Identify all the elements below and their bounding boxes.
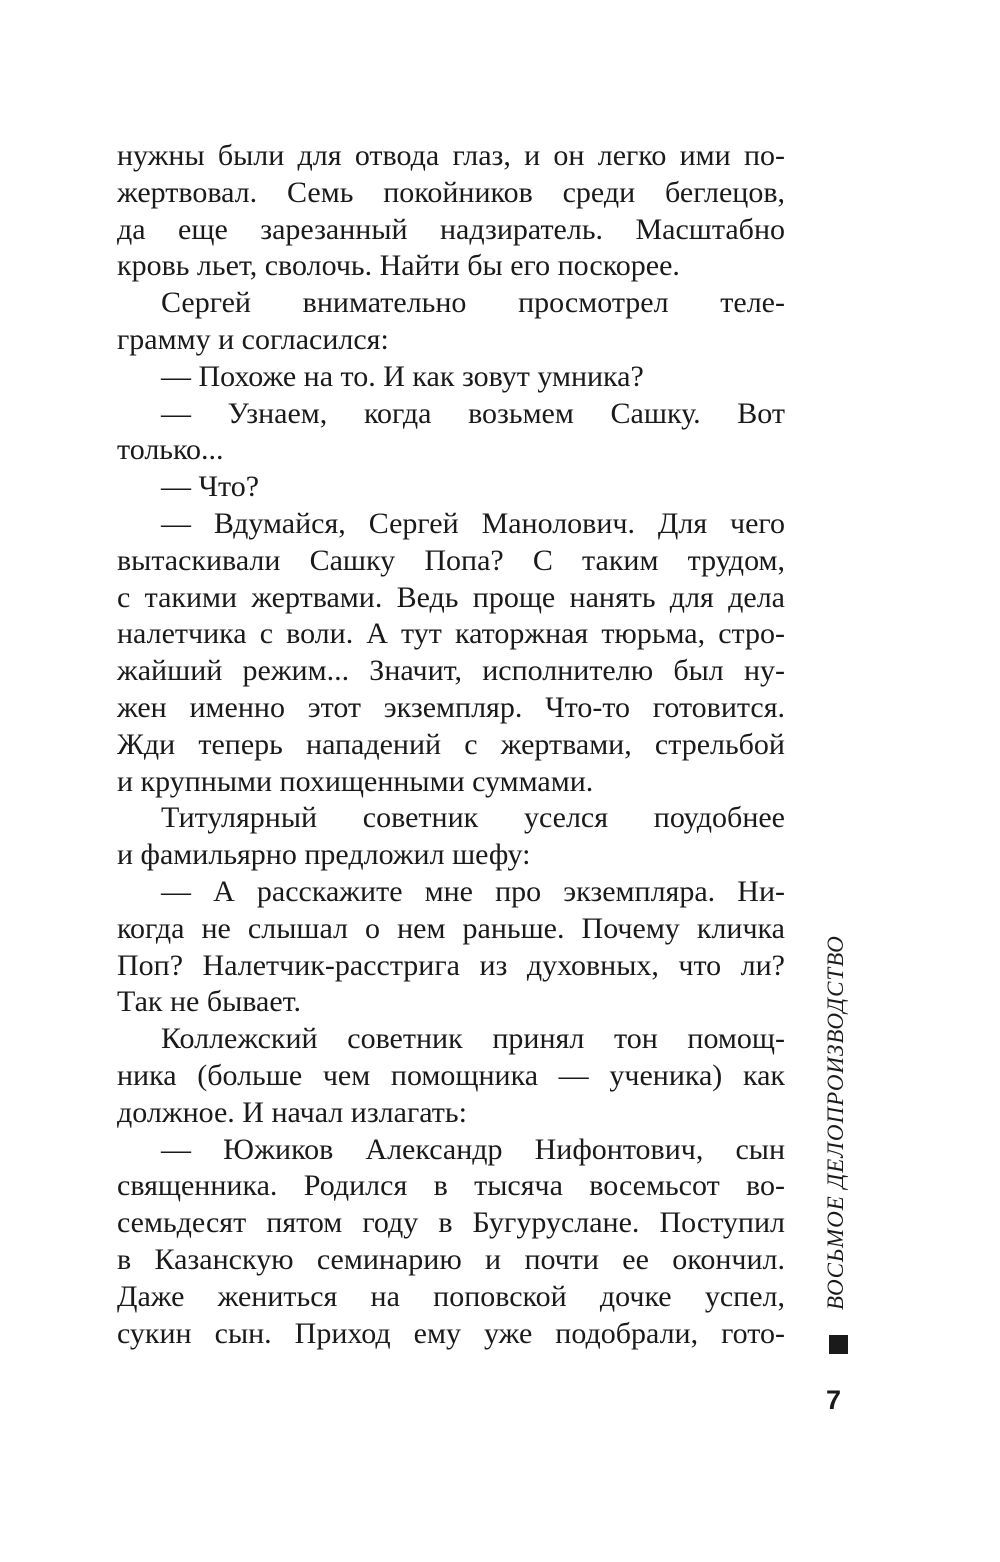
text-line: сукин сын. Приход ему уже подобрали, гото- <box>117 1316 785 1350</box>
text-line: налетчика с воли. А тут каторжная тюрьма, стро- <box>117 617 785 651</box>
text-line: Жди теперь нападений с жертвами, стрельбой <box>117 727 785 761</box>
text-line: с такими жертвами. Ведь проще нанять для дела <box>117 580 785 614</box>
text-line: — Вдумайся, Сергей Манолович. Для чего <box>161 506 785 540</box>
running-title: ВОСЬМОЕ ДЕЛОПРОИЗВОДСТВО <box>823 935 848 1310</box>
text-line: Поп? Налетчик-расстрига из духовных, что ли? <box>117 948 785 982</box>
text-line: Так не бывает. <box>117 985 302 1019</box>
text-line: семьдесят пятом году в Бугуруслане. Поступил <box>117 1206 785 1240</box>
page-number: 7 <box>826 1385 842 1415</box>
text-line: — Что? <box>161 470 260 504</box>
text-line: Даже жениться на поповской дочке успел, <box>117 1279 785 1313</box>
text-line: — Узнаем, когда возьмем Сашку. Вот <box>161 396 785 430</box>
text-line: Коллежский советник принял тон помощ- <box>161 1022 785 1056</box>
text-line: нужны были для отвода глаз, и он легко ими по- <box>117 139 785 172</box>
text-line: священника. Родился в тысяча восемьсот во- <box>117 1169 785 1203</box>
text-line: и фамильярно предложил шефу: <box>117 838 531 872</box>
text-line: кровь льет, сволочь. Найти бы его поскорее. <box>117 249 680 283</box>
text-line: жен именно этот экземпляр. Что-то готовится. <box>117 690 785 724</box>
text-line: — Южиков Александр Нифонтович, сын <box>161 1132 785 1166</box>
text-line: жайший режим... Значит, исполнителю был ну- <box>117 654 785 688</box>
text-line: вытаскивали Сашку Попа? С таким трудом, <box>117 543 785 577</box>
text-line: ника (больше чем помощника — ученика) как <box>117 1058 785 1092</box>
text-line: жертвовал. Семь покойников среди беглецов, <box>117 175 785 209</box>
text-line: только... <box>117 433 224 467</box>
text-line: когда не слышал о нем раньше. Почему кличка <box>117 911 785 945</box>
text-line: и крупными похищенными суммами. <box>117 764 594 798</box>
text-line: да еще зарезанный надзиратель. Масштабно <box>117 212 785 246</box>
body-text <box>117 138 785 1352</box>
text-line: — А расскажите мне про экземпляра. Ни- <box>161 874 785 908</box>
text-line: — Похоже на то. И как зовут умника? <box>161 359 644 393</box>
square-marker-icon <box>829 1335 848 1354</box>
text-line: Титулярный советник уселся поудобнее <box>161 801 785 835</box>
text-line: Сергей внимательно просмотрел теле- <box>161 286 785 320</box>
text-line: грамму и согласился: <box>117 322 389 356</box>
text-line: в Казанскую семинарию и почти ее окончил. <box>117 1242 785 1276</box>
text-line: должное. И начал излагать: <box>117 1095 467 1129</box>
